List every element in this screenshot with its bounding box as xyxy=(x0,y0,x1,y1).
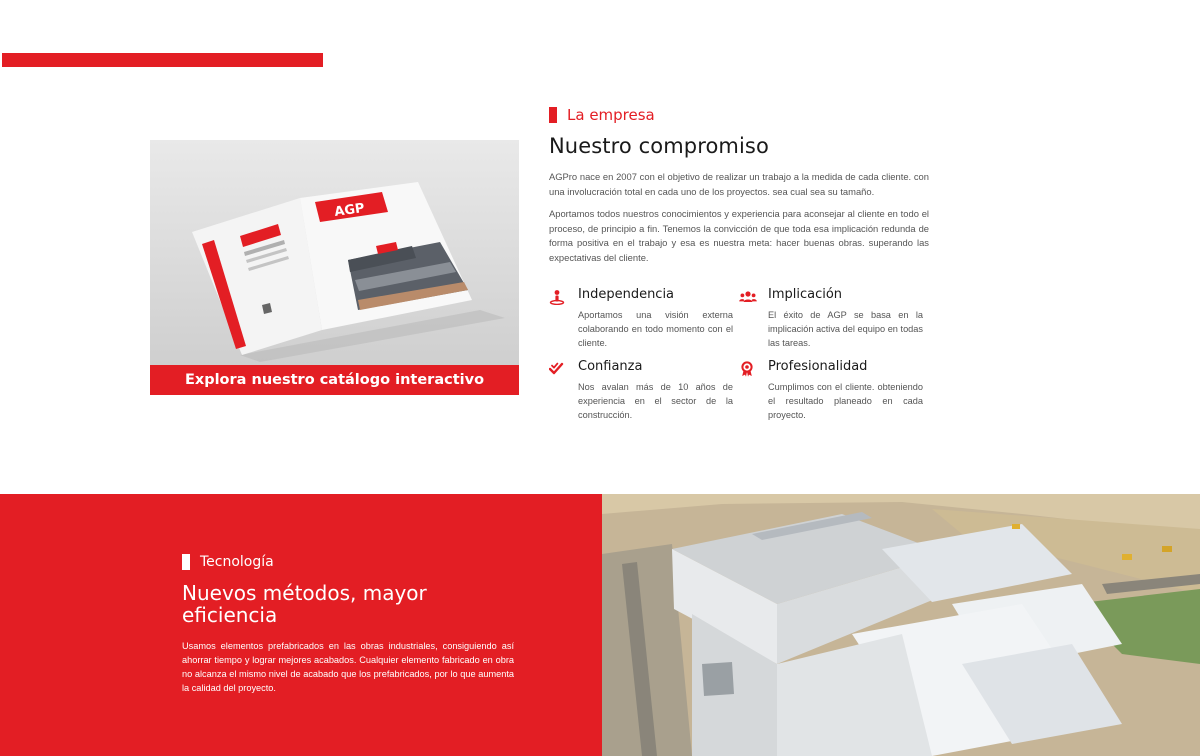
eyebrow-marker xyxy=(549,107,557,123)
person-pin-icon xyxy=(549,289,565,305)
feature-title: Profesionalidad xyxy=(768,359,868,374)
feature-title: Confianza xyxy=(578,359,643,374)
users-icon xyxy=(739,289,755,305)
feature-text: Cumplimos con el cliente. obteniendo el resultado planeado en cada proyecto. xyxy=(768,382,923,420)
award-icon xyxy=(739,361,755,377)
feature-title: Independencia xyxy=(578,287,675,302)
tecnologia-paragraph: Usamos elementos prefabricados en las obras industriales, consiguiendo así ahorrar tiempo y lograr mejores acabados. Cualquier elemento fabricado en obra no alcanza el mismo nivel de acabado que los prefabricados, por lo que aumenta la calidad del proyecto. xyxy=(182,641,514,693)
eyebrow-label: Tecnología xyxy=(200,554,274,570)
catalog-explore-button[interactable]: Explora nuestro catálogo interactivo xyxy=(150,365,519,395)
empresa-paragraph-1: AGPro nace en 2007 con el objetivo de realizar un trabajo a la medida de cada cliente. con una involucración total en cada uno de los proyectos. sea cual sea su tamaño. xyxy=(549,171,929,197)
aerial-factory-photo xyxy=(602,494,1200,756)
catalog-card[interactable] xyxy=(150,140,519,395)
feature-title: Implicación xyxy=(768,287,843,302)
catalog-brochure-image[interactable] xyxy=(150,140,519,365)
empresa-paragraph-2: Aportamos todos nuestros conocimientos y experiencia para aconsejar al cliente en todo el proceso, de principio a fin. Tenemos la convicción de que toda esa implicación redunda de forma positiva en el trabajo y esa es nuestra meta: hacer buenas obras. superando las expectativas del cliente. xyxy=(549,208,929,263)
cover-brand: AGP xyxy=(333,200,366,220)
eyebrow-label: La empresa xyxy=(567,106,655,124)
section-title-empresa: Nuestro compromiso xyxy=(549,134,769,158)
feature-text: Aportamos una visión externa colaborando en todo momento con el cliente. xyxy=(578,310,733,348)
feature-text: Nos avalan más de 10 años de experiencia en el sector de la construcción. xyxy=(578,382,733,420)
double-check-icon xyxy=(549,361,565,377)
feature-text: El éxito de AGP se basa en la implicación activa del equipo en todas las tareas. xyxy=(768,310,923,348)
section-eyebrow-tecnologia xyxy=(182,554,274,570)
eyebrow-marker xyxy=(182,554,190,570)
top-accent-bar xyxy=(2,53,323,67)
brochure-illustration xyxy=(150,140,519,365)
section-title-tecnologia: Nuevos métodos, mayor eficiencia xyxy=(182,581,427,627)
section-eyebrow-empresa xyxy=(549,106,655,124)
